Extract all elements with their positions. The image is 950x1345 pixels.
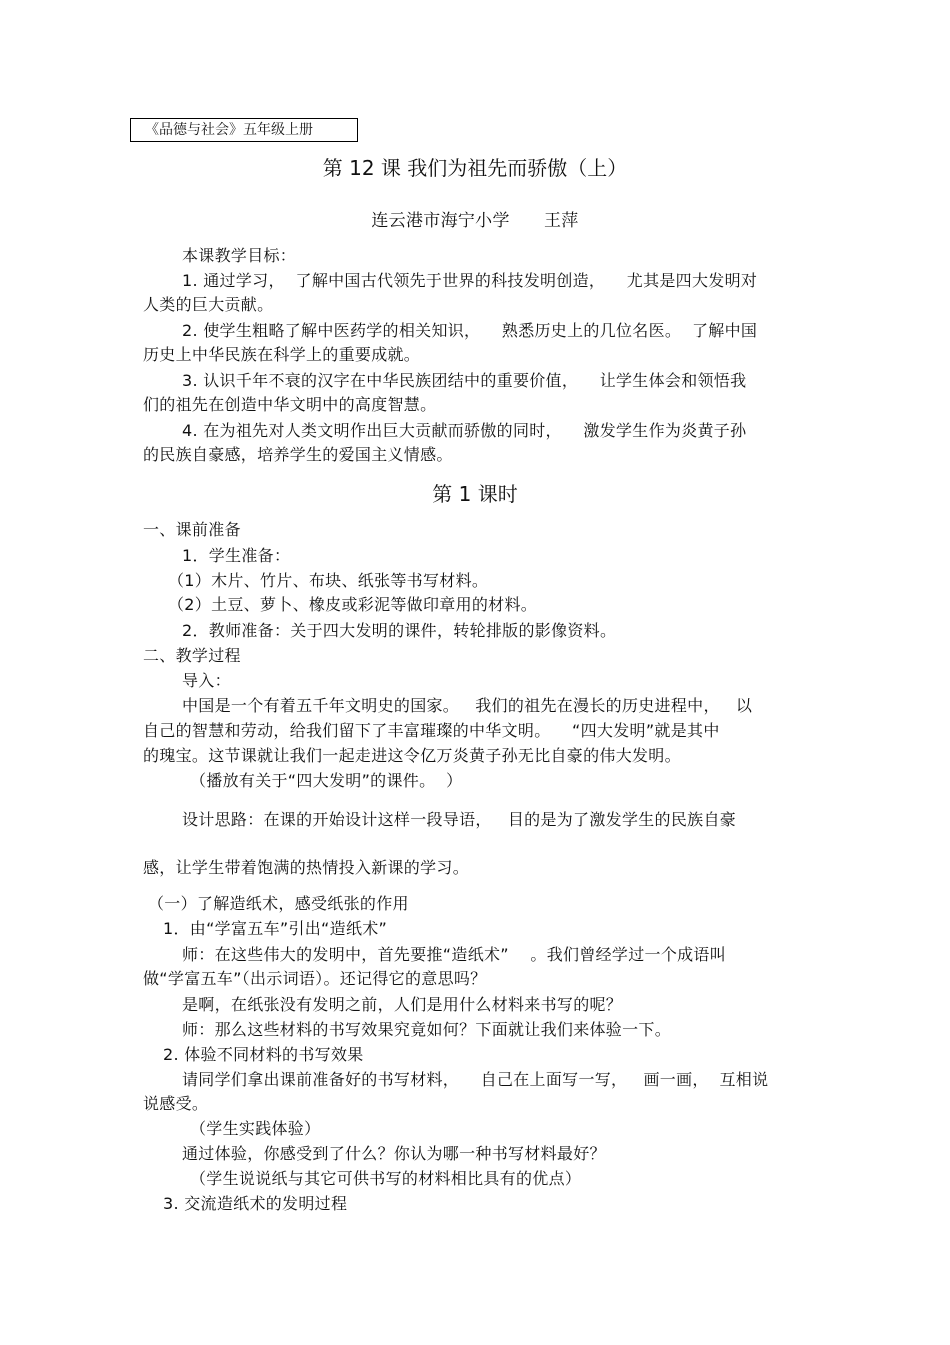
design-note-line-1: 设计思路：在课的开始设计这样一段导语， 目的是为了激发学生的民族自豪 [182,810,737,829]
experience-line-1a: 请同学们拿出课前准备好的书写材料， 自己在上面写一写， 画一画， 互相说 [182,1070,769,1089]
intro-para-line-1: 中国是一个有着五千年文明史的国家。 我们的祖先在漫长的历史进程中， 以 [182,696,753,715]
experience-line-3: 通过体验，你感受到了什么？你认为哪一种书写材料最好？ [182,1144,606,1163]
student-prep: 1．学生准备： [182,546,291,565]
student-prep-item-1: （1）木片、竹片、布块、纸张等书写材料。 [168,571,489,590]
objectives-heading: 本课教学目标： [182,246,297,265]
intro-para-line-3: 的瑰宝。这节课就让我们一起走进这令亿万炎黄子孙无比自豪的伟大发明。 [143,746,681,765]
intro-para-line-4: （播放有关于“四大发明”的课件。 ） [190,771,463,790]
teacher-line-1b: 做“学富五车”（出示词语）。还记得它的意思吗？ [143,969,487,988]
textbook-badge: 《品德与社会》五年级上册 [130,118,358,142]
design-note-line-2: 感，让学生带着饱满的热情投入新课的学习。 [143,858,470,877]
lesson-title: 第 12 课 我们为祖先而骄傲（上） [322,156,628,180]
objective-3-line-2: 们的祖先在创造中华文明中的高度智慧。 [143,395,437,414]
section-1-sub-3: 3. 交流造纸术的发明过程 [163,1194,348,1213]
teacher-line-3: 师：那么这些材料的书写效果究竟如何？下面就让我们来体验一下。 [182,1020,672,1039]
objective-2-line-1: 2. 使学生粗略了解中医药学的相关知识， 熟悉历史上的几位名医。 了解中国 [182,321,758,340]
objective-2-line-2: 历史上中华民族在科学上的重要成就。 [143,345,421,364]
intro-label: 导入： [182,671,231,690]
lesson-period-heading: 第 1 课时 [432,482,518,506]
section-1-sub-1: 1．由“学富五车”引出“造纸术” [163,919,388,938]
author-line: 连云港市海宁小学 王萍 [371,211,579,231]
experience-line-2: （学生实践体验） [190,1119,321,1138]
objective-3-line-1: 3. 认识千年不衰的汉字在中华民族团结中的重要价值， 让学生体会和领悟我 [182,371,747,390]
objective-4-line-2: 的民族自豪感，培养学生的爱国主义情感。 [143,445,453,464]
teacher-prep: 2．教师准备：关于四大发明的课件，转轮排版的影像资料。 [182,621,617,640]
teacher-line-2: 是啊，在纸张没有发明之前，人们是用什么材料来书写的呢？ [182,995,623,1014]
experience-line-4: （学生说说纸与其它可供书写的材料相比具有的优点） [190,1169,582,1188]
process-heading: 二、教学过程 [143,646,241,665]
student-prep-item-2: （2）土豆、萝卜、橡皮或彩泥等做印章用的材料。 [168,595,538,614]
objective-4-line-1: 4. 在为祖先对人类文明作出巨大贡献而骄傲的同时， 激发学生作为炎黄子孙 [182,421,747,440]
objective-1-line-1: 1. 通过学习， 了解中国古代领先于世界的科技发明创造， 尤其是四大发明对 [182,271,758,290]
objective-1-line-2: 人类的巨大贡献。 [143,295,274,314]
section-1-heading: （一）了解造纸术，感受纸张的作用 [148,894,409,913]
experience-line-1b: 说感受。 [143,1094,209,1113]
teacher-line-1a: 师：在这些伟大的发明中，首先要推“造纸术” 。我们曾经学过一个成语叫 [182,945,727,964]
prep-heading: 一、课前准备 [143,520,241,539]
section-1-sub-2: 2. 体验不同材料的书写效果 [163,1045,364,1064]
intro-para-line-2: 自己的智慧和劳动，给我们留下了丰富璀璨的中华文明。 “四大发明”就是其中 [143,721,720,740]
